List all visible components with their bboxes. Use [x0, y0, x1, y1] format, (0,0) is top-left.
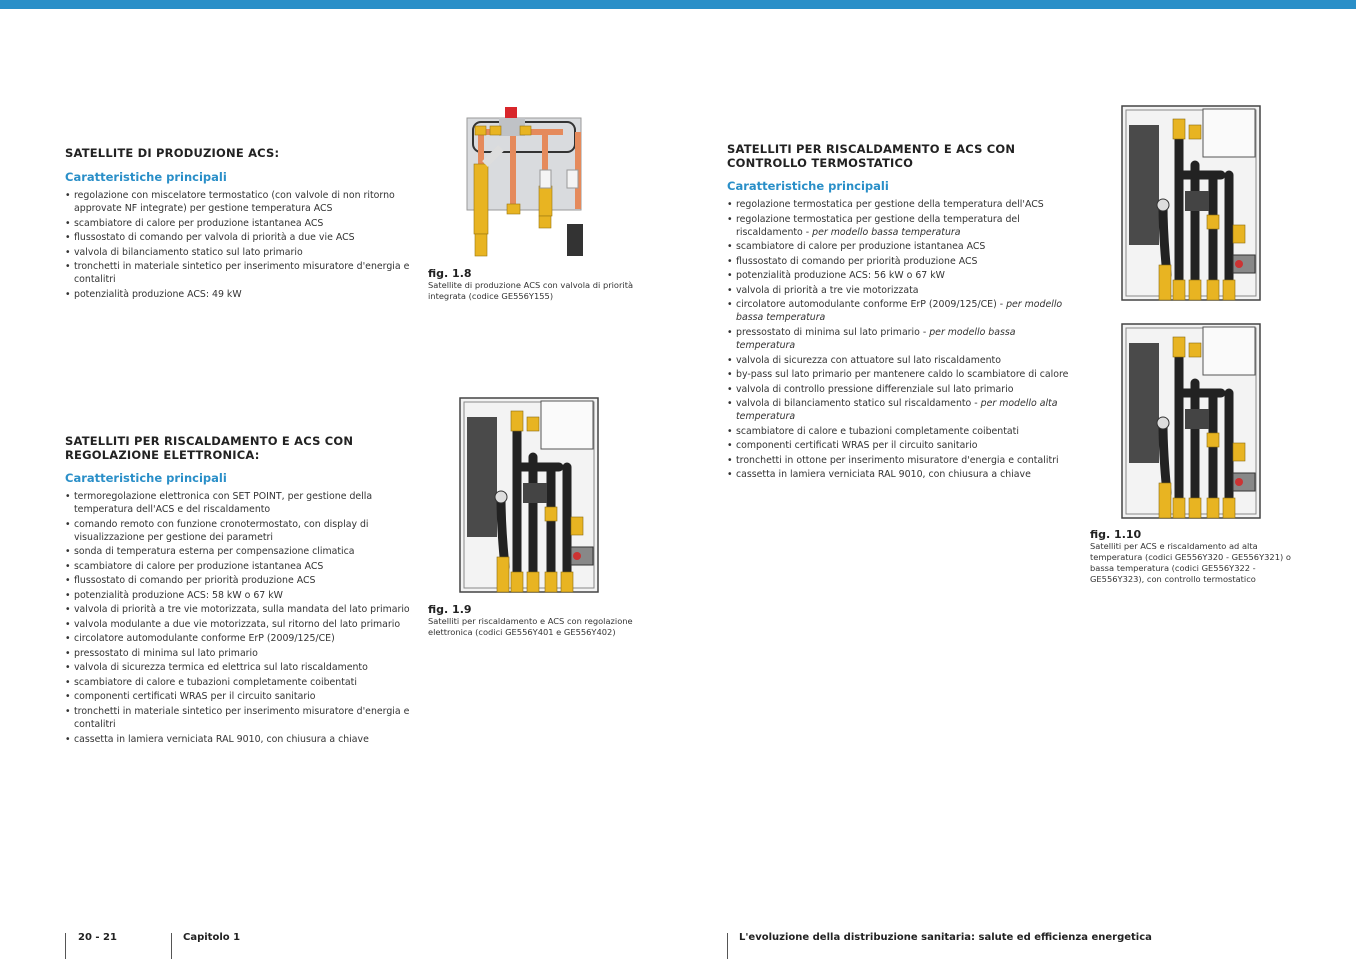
feature-item [727, 255, 1072, 268]
section-subtitle: Caratteristiche principali [65, 471, 227, 485]
feature-text: potenzialità produzione ACS: 49 kW [74, 288, 242, 300]
feature-text: termoregolazione elettronica con SET POINT, per gestione della temperatura dell'ACS e del riscaldamento [74, 491, 373, 516]
feature-item [65, 217, 410, 230]
feature-item [65, 647, 410, 660]
feature-text: regolazione termostatica per gestione della temperatura dell'ACS [736, 199, 1044, 210]
feature-text: cassetta in lamiera verniciata RAL 9010, con chiusura a chiave [736, 469, 1031, 481]
feature-item [65, 705, 410, 731]
figure-1-10-image-high-temp [1121, 105, 1261, 301]
feature-item [65, 288, 410, 301]
feature-item [65, 589, 410, 602]
section-satellite-acs [65, 146, 410, 302]
feature-text: flussostato di comando per priorità produzione ACS [736, 255, 978, 267]
section-title: SATELLITE DI PRODUZIONE ACS: [65, 146, 280, 160]
feature-list [727, 198, 1072, 482]
figure-1-10-caption [1090, 528, 1295, 585]
feature-item [65, 676, 410, 689]
feature-list [65, 189, 410, 301]
feature-text: componenti certificati WRAS per il circuito sanitario [736, 440, 978, 452]
feature-item [65, 246, 410, 259]
feature-text: componenti certificati WRAS per il circuito sanitario [74, 691, 316, 703]
feature-item [727, 397, 1072, 423]
feature-text: by-pass sul lato primario per mantenere caldo lo scambiatore di calore [736, 369, 1069, 381]
feature-item [65, 632, 410, 645]
feature-text: sonda di temperatura esterna per compensazione climatica [74, 546, 355, 558]
feature-item [727, 326, 1072, 352]
section-title: SATELLITI PER RISCALDAMENTO E ACS CON REGOLAZIONE ELETTRONICA: [65, 434, 354, 462]
feature-item [65, 690, 410, 703]
feature-item [727, 213, 1072, 239]
figure-label: fig. 1.9 [428, 603, 472, 616]
feature-item [65, 733, 410, 746]
feature-note: per modello bassa temperatura [736, 326, 1016, 352]
feature-text: valvola di bilanciamento statico sul riscaldamento - [736, 398, 981, 410]
feature-text: regolazione termostatica per gestione della temperatura del riscaldamento - [736, 213, 1020, 238]
feature-item [65, 574, 410, 587]
section-subtitle: Caratteristiche principali [65, 170, 227, 184]
figure-label: fig. 1.8 [428, 267, 472, 280]
feature-text: pressostato di minima sul lato primario [74, 647, 258, 659]
feature-item [727, 284, 1072, 297]
feature-item [65, 260, 410, 286]
feature-item [65, 603, 410, 616]
feature-item [65, 518, 410, 544]
feature-text: scambiatore di calore per produzione istantanea ACS [736, 241, 986, 253]
feature-text: cassetta in lamiera verniciata RAL 9010, con chiusura a chiave [74, 733, 369, 745]
feature-item [727, 425, 1072, 438]
feature-text: valvola di priorità a tre vie motorizzata, sulla mandata del lato primario [74, 604, 410, 616]
feature-item [727, 454, 1072, 467]
section-controllo-termostatico [727, 142, 1072, 483]
feature-text: regolazione con miscelatore termostatico (con valvole di non ritorno approvate NF integrate) per gestione temperatura ACS [74, 190, 395, 215]
feature-text: flussostato di comando per valvola di priorità a due vie ACS [74, 232, 355, 244]
figure-1-8-caption [428, 267, 638, 302]
feature-item [65, 560, 410, 573]
feature-text: valvola di controllo pressione differenziale sul lato primario [736, 383, 1014, 395]
feature-item [727, 354, 1072, 367]
feature-text: scambiatore di calore per produzione istantanea ACS [74, 217, 324, 229]
figure-caption-text: Satellite di produzione ACS con valvola di priorità integrata (codice GE556Y155) [428, 280, 634, 301]
feature-note: per modello alta temperatura [736, 398, 1058, 423]
figure-1-10-image-low-temp [1121, 323, 1261, 519]
feature-text: tronchetti in materiale sintetico per inserimento misuratore d'energia e contalitri [74, 261, 410, 286]
figure-1-9-caption [428, 603, 638, 638]
feature-text: pressostato di minima sul lato primario - [736, 326, 930, 338]
feature-text: valvola di priorità a tre vie motorizzata [736, 284, 919, 296]
footer-divider [171, 933, 172, 959]
feature-text: scambiatore di calore e tubazioni completamente coibentati [74, 676, 357, 688]
chapter-label: Capitolo 1 [183, 932, 241, 943]
feature-item [727, 368, 1072, 381]
figure-caption-text: Satelliti per riscaldamento e ACS con regolazione elettronica (codici GE556Y401 e GE556Y402) [428, 616, 633, 637]
feature-text: valvola di bilanciamento statico sul lato primario [74, 246, 303, 258]
feature-text: valvola di sicurezza con attuatore sul lato riscaldamento [736, 354, 1001, 366]
running-title: L'evoluzione della distribuzione sanitaria: salute ed efficienza energetica [739, 932, 1152, 943]
feature-text: scambiatore di calore e tubazioni completamente coibentati [736, 425, 1019, 437]
feature-item [65, 618, 410, 631]
feature-item [727, 269, 1072, 282]
feature-text: comando remoto con funzione cronotermostato, con display di visualizzazione per gestione dei parametri [74, 518, 369, 543]
feature-item [727, 383, 1072, 396]
feature-list [65, 490, 410, 746]
feature-note: per modello bassa temperatura [812, 226, 961, 238]
section-regolazione-elettronica [65, 434, 410, 747]
page-numbers: 20 - 21 [78, 932, 117, 943]
feature-text: scambiatore di calore per produzione istantanea ACS [74, 560, 324, 572]
footer-divider [65, 933, 66, 959]
feature-item [65, 661, 410, 674]
feature-note: per modello bassa temperatura [736, 299, 1063, 324]
figure-1-8-image [463, 104, 583, 260]
feature-item [727, 468, 1072, 481]
feature-item [65, 231, 410, 244]
section-title: SATELLITI PER RISCALDAMENTO E ACS CON CONTROLLO TERMOSTATICO [727, 142, 1016, 170]
feature-text: potenzialità produzione ACS: 56 kW o 67 kW [736, 270, 945, 282]
feature-item [65, 545, 410, 558]
feature-item [727, 198, 1072, 211]
feature-text: circolatore automodulante conforme ErP (2009/125/CE) [74, 633, 335, 645]
feature-item [727, 240, 1072, 253]
feature-item [727, 439, 1072, 452]
feature-text: tronchetti in materiale sintetico per inserimento misuratore d'energia e contalitri [74, 705, 410, 731]
feature-text: flussostato di comando per priorità produzione ACS [74, 575, 316, 587]
figure-label: fig. 1.10 [1090, 528, 1142, 541]
top-accent-bar [0, 0, 1356, 9]
feature-text: potenzialità produzione ACS: 58 kW o 67 kW [74, 589, 283, 601]
feature-item [65, 189, 410, 215]
feature-text: circolatore automodulante conforme ErP (2009/125/CE) - [736, 299, 1007, 311]
feature-item [727, 298, 1072, 324]
section-subtitle: Caratteristiche principali [727, 179, 889, 193]
figure-1-9-image [459, 397, 599, 593]
figure-caption-text: Satelliti per ACS e riscaldamento ad alta temperatura (codici GE556Y320 - GE556Y321) o bassa temperatura (codici GE556Y322 - GE556Y323), con controllo termostatico [1090, 541, 1291, 584]
feature-text: tronchetti in ottone per inserimento misuratore d'energia e contalitri [736, 454, 1059, 466]
feature-item [65, 490, 410, 516]
feature-text: valvola modulante a due vie motorizzata, sul ritorno del lato primario [74, 618, 401, 630]
footer-divider [727, 933, 728, 959]
feature-text: valvola di sicurezza termica ed elettrica sul lato riscaldamento [74, 662, 368, 674]
